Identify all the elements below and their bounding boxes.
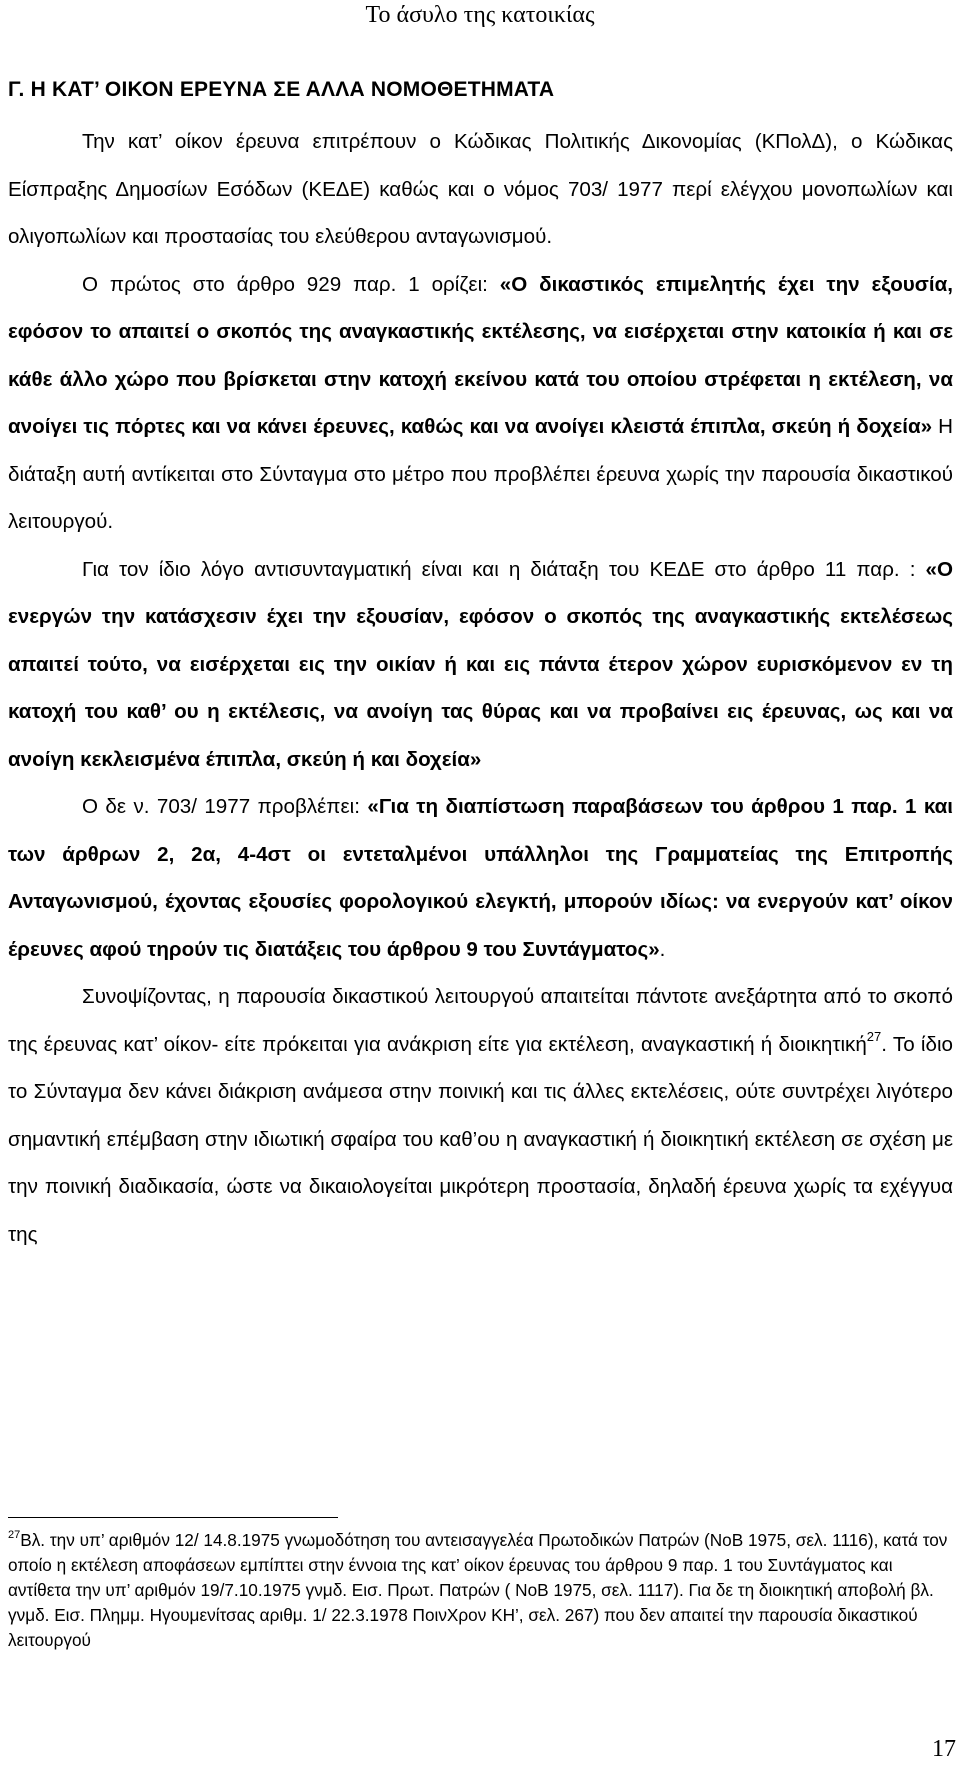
paragraph-3-quote: «Ο ενεργών την κατάσχεσιν έχει την εξουσίαν, εφόσον ο σκοπός της αναγκαστικής εκτελέσεως απαιτεί τούτο, να εισέρχεται εις την οικίαν ή και εις πάντα έτερον χώρον ευρισκόμενον εν τη κατοχή του καθ’ ου η εκτέλεσις, να ανοίγη τας θύρας και να προβαίνει εις έρευνας, ως και να ανοίγη κεκλεισμένα έπιπλα, σκεύη ή και δοχεία» [8, 557, 953, 771]
page-number: 17 [932, 1736, 956, 1762]
paragraph-5-part-a: Συνοψίζοντας, η παρουσία δικαστικού λειτουργού απαιτείται πάντοτε ανεξάρτητα από το σκοπό της έρευνας κατ’ οίκον- είτε πρόκειται για ανάκριση είτε για εκτέλεση, αναγκαστική ή διοικητική [8, 985, 953, 1056]
paragraph-2 [8, 261, 953, 546]
footnote-text: Βλ. την υπ’ αριθμόν 12/ 14.8.1975 γνωμοδότηση του αντεισαγγελέα Πρωτοδικών Πατρών (ΝοΒ 1975, σελ. 1116), κατά τον οποίο η εκτέλεση αποφάσεων εμπίπτει στην έννοια της κατ’ οίκον έρευνας του άρθρου 9 παρ. 1 του Συντάγματος και αντίθετα την υπ’ αριθμόν 19/7.10.1975 γνμδ. Εισ. Πρωτ. Πατρών ( ΝοΒ 1975, σελ. 1117). Για δε τη διοικητική αποβολή βλ. γνμδ. Εισ. Πλημμ. Ηγουμενίτσας αριθμ. 1/ 22.3.1978 ΠοινΧρον ΚΗ’, σελ. 267) που δεν απαιτεί την παρουσία δικαστικού λειτουργού [8, 1530, 948, 1650]
section-heading: Γ. Η ΚΑΤ’ ΟΙΚΟΝ ΕΡΕΥΝΑ ΣΕ ΑΛΛΑ ΝΟΜΟΘΕΤΗΜΑΤΑ [8, 78, 555, 101]
paragraph-5 [8, 973, 953, 1258]
paragraph-3-intro: Για τον ίδιο λόγο αντισυνταγματική είναι και η διάταξη του ΚΕΔΕ στο άρθρο 11 παρ. : [82, 557, 926, 581]
paragraph-4-end: . [659, 937, 666, 961]
paragraph-4 [8, 783, 953, 973]
paragraph-4-quote: «Για τη διαπίστωση παραβάσεων του άρθρου 1 παρ. 1 και των άρθρων 2, 2α, 4-4στ οι εντεταλμένοι υπάλληλοι της Γραμματείας της Επιτροπής Ανταγωνισμού, έχοντας εξουσίες φορολογικού ελεγκτή, μπορούν ιδίως: να ενεργούν κατ’ οίκον έρευνες αφού τηρούν τις διατάξεις του άρθρου 9 του Συντάγματος» [8, 795, 954, 961]
footnote-separator [8, 1517, 338, 1518]
paragraph-5-part-b: . Το ίδιο το Σύνταγμα δεν κάνει διάκριση ανάμεσα στην ποινική και τις άλλες εκτελέσεις, ούτε συντρέχει λιγότερο σημαντική επέμβαση στην ιδιωτική σφαίρα του καθ’ου η αναγκαστική ή διοικητική εκτέλεση σε σχέση με την ποινική διαδικασία, ώστε να δικαιολογείται μικρότερη προστασία, δηλαδή έρευνα χωρίς τα εχέγγυα της [8, 1032, 953, 1246]
paragraph-2-quote: «Ο δικαστικός επιμελητής έχει την εξουσία, εφόσον το απαιτεί ο σκοπός της αναγκαστικής εκτέλεσης, να εισέρχεται στην κατοικία ή και σε κάθε άλλο χώρο που βρίσκεται στην κατοχή εκείνου κατά του οποίου στρέφεται η εκτέλεση, να ανοίγει τις πόρτες και να κάνει έρευνες, καθώς και να ανοίγει κλειστά έπιπλα, σκεύη ή δοχεία» [8, 272, 953, 438]
paragraph-3 [8, 546, 953, 784]
paragraph-1 [8, 118, 953, 261]
footnote-reference[interactable]: 27 [866, 1028, 882, 1044]
running-header: Το άσυλο της κατοικίας [365, 2, 595, 28]
paragraph-2-rest: Η διάταξη αυτή αντίκειται στο Σύνταγμα στο μέτρο που προβλέπει έρευνα χωρίς την παρουσία δικαστικού λειτουργού. [8, 415, 953, 533]
paragraph-2-intro: Ο πρώτος στο άρθρο 929 παρ. 1 ορίζει: [82, 272, 500, 296]
paragraph-4-intro: Ο δε ν. 703/ 1977 προβλέπει: [82, 795, 368, 818]
footnote-number: 27 [8, 1529, 21, 1542]
footnote [8, 1528, 953, 1653]
paragraph-1-text: Την κατ’ οίκον έρευνα επιτρέπουν ο Κώδικας Πολιτικής Δικονομίας (ΚΠολΔ), ο Κώδικας Είσπραξης Δημοσίων Εσόδων (ΚΕΔΕ) καθώς και ο νόμος 703/ 1977 περί ελέγχου μονοπωλίων και ολιγοπωλίων και προστασίας του ελεύθερου ανταγωνισμού. [8, 130, 953, 248]
body-text [8, 118, 953, 1258]
